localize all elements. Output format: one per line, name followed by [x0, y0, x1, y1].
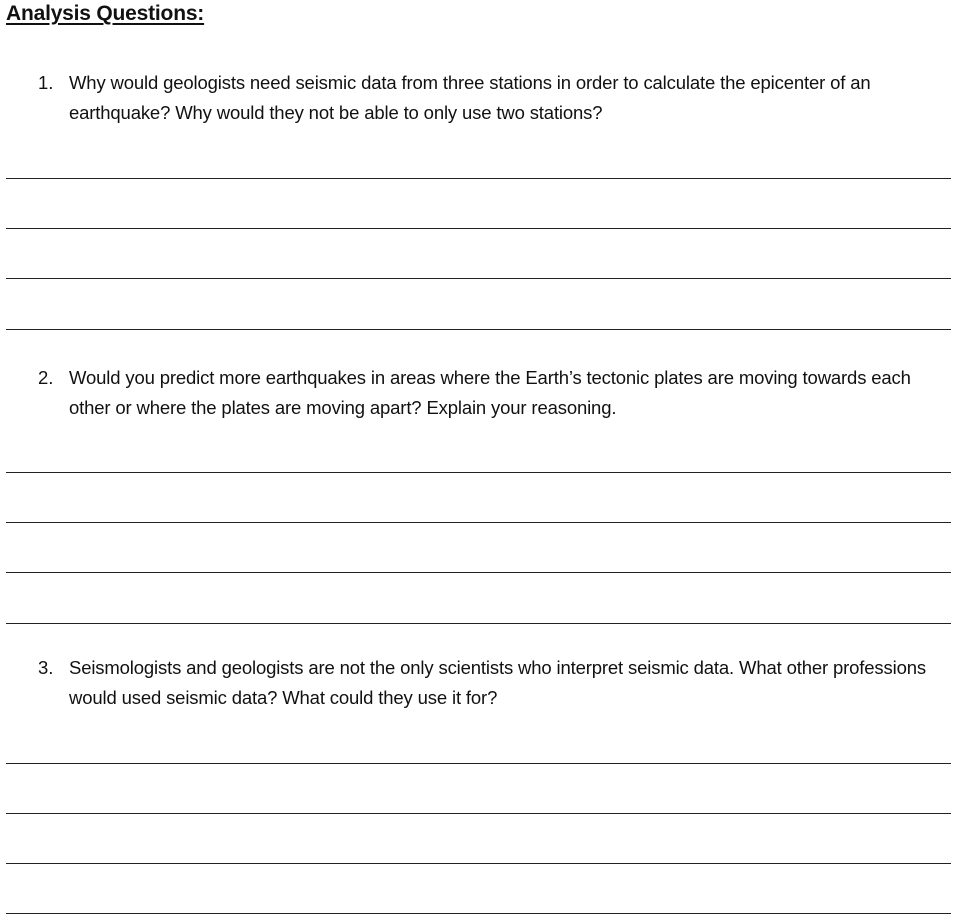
answer-line[interactable]: [6, 329, 951, 330]
answer-line[interactable]: [6, 623, 951, 624]
question-3-number: 3.: [38, 657, 54, 678]
answer-line[interactable]: [6, 863, 951, 864]
answer-line[interactable]: [6, 278, 951, 279]
question-2-text: Would you predict more earthquakes in areas where the Earth’s tectonic plates are moving towards each other or where the plates are moving apart? Explain your reasoning.: [69, 367, 911, 418]
question-3-text: Seismologists and geologists are not the only scientists who interpret seismic data. What other professions would used seismic data? What could they use it for?: [69, 657, 926, 708]
question-2-number: 2.: [38, 367, 54, 388]
question-1-text: Why would geologists need seismic data from three stations in order to calculate the epicenter of an earthquake? Why would they not be able to only use two stations?: [69, 72, 871, 123]
answer-line[interactable]: [6, 913, 951, 914]
answer-line[interactable]: [6, 813, 951, 814]
answer-line[interactable]: [6, 178, 951, 179]
page-heading: Analysis Questions:: [6, 2, 205, 25]
question-1: [38, 68, 943, 128]
answer-line[interactable]: [6, 572, 951, 573]
answer-line[interactable]: [6, 522, 951, 523]
question-1-number: 1.: [38, 72, 54, 93]
answer-line[interactable]: [6, 763, 951, 764]
question-2: [38, 363, 943, 423]
question-3: [38, 653, 943, 713]
answer-line[interactable]: [6, 228, 951, 229]
answer-line[interactable]: [6, 472, 951, 473]
